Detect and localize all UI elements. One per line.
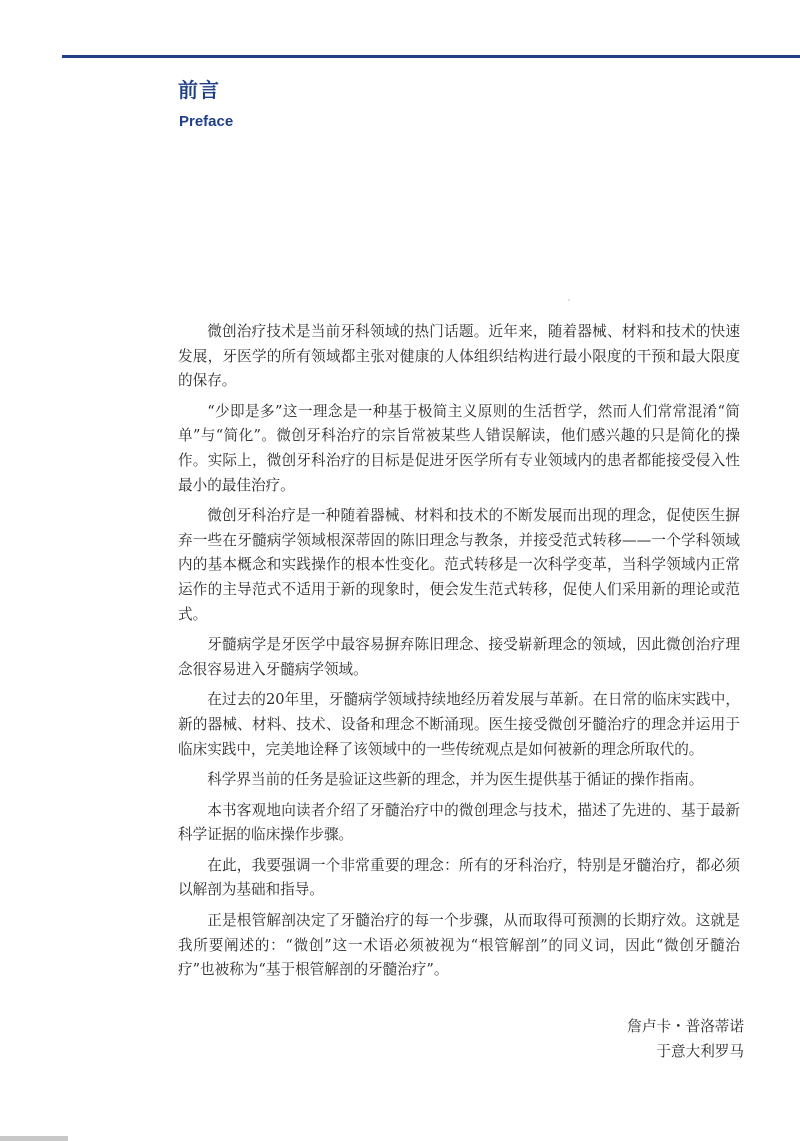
author-location: 于意大利罗马 [656,1043,744,1060]
paragraph-5: 在过去的20年里，牙髓病学领域持续地经历着发展与革新。在日常的临床实践中，新的器械、材料、技术、设备和理念不断涌现。医生接受微创牙髓治疗的理念并运用于临床实践中，完美地诠释了该领域中的一些传统观点是如何被新的理念所取代的。 [178,691,740,758]
page-subtitle: Preface [179,113,234,130]
page-edge-mark [0,1136,68,1141]
preface-body [178,320,740,989]
header-rule [62,55,800,58]
paragraph-8: 在此，我要强调一个非常重要的理念：所有的牙科治疗，特别是牙髓治疗，都必须以解剖为基础和指导。 [178,856,740,899]
paragraph-4: 牙髓病学是牙医学中最容易摒弃陈旧理念、接受崭新理念的领域，因此微创治疗理念很容易进入牙髓病学领域。 [178,636,740,678]
paragraph-6: 科学界当前的任务是验证这些新的理念，并为医生提供基于循证的操作指南。 [207,771,704,789]
paragraph-2: “少即是多”这一理念是一种基于极简主义原则的生活哲学，然而人们常常混淆“简单”与“简化”。微创牙科治疗的宗旨常被某些人错误解读，他们感兴趣的只是简化的操作。实际上，微创牙科治疗的目标是促进牙医学所有专业领域内的患者都能接受侵入性最小的最佳治疗。 [178,402,740,494]
author-name: 詹卢卡・普洛蒂诺 [627,1018,744,1035]
paragraph-1: 微创治疗技术是当前牙科领域的热门话题。近年来，随着器械、材料和技术的快速发展，牙医学的所有领域都主张对健康的人体组织结构进行最小限度的干预和最大限度的保存。 [178,323,740,390]
paragraph-9: 正是根管解剖决定了牙髓治疗的每一个步骤，从而取得可预测的长期疗效。这就是我所要阐述的：“微创”这一术语必须被视为“根管解剖”的同义词，因此“微创牙髓治疗”也被称为“基于根管解剖的牙髓治疗”。 [178,912,740,979]
paragraph-7: 本书客观地向读者介绍了牙髓治疗中的微创理念与技术，描述了先进的、基于最新科学证据的临床操作步骤。 [178,801,740,844]
page-title: 前言 [178,78,220,102]
signature-block [627,1014,744,1064]
scan-speck [568,299,570,301]
paragraph-3: 微创牙科治疗是一种随着器械、材料和技术的不断发展而出现的理念，促使医生摒弃一些在牙髓病学领域根深蒂固的陈旧理念与教条，并接受范式转移——一个学科领域内的基本概念和实践操作的根本性变化。范式转移是一次科学变革，当科学领域内正常运作的主导范式不适用于新的现象时，便会发生范式转移，促使人们采用新的理论或范式。 [178,507,740,623]
